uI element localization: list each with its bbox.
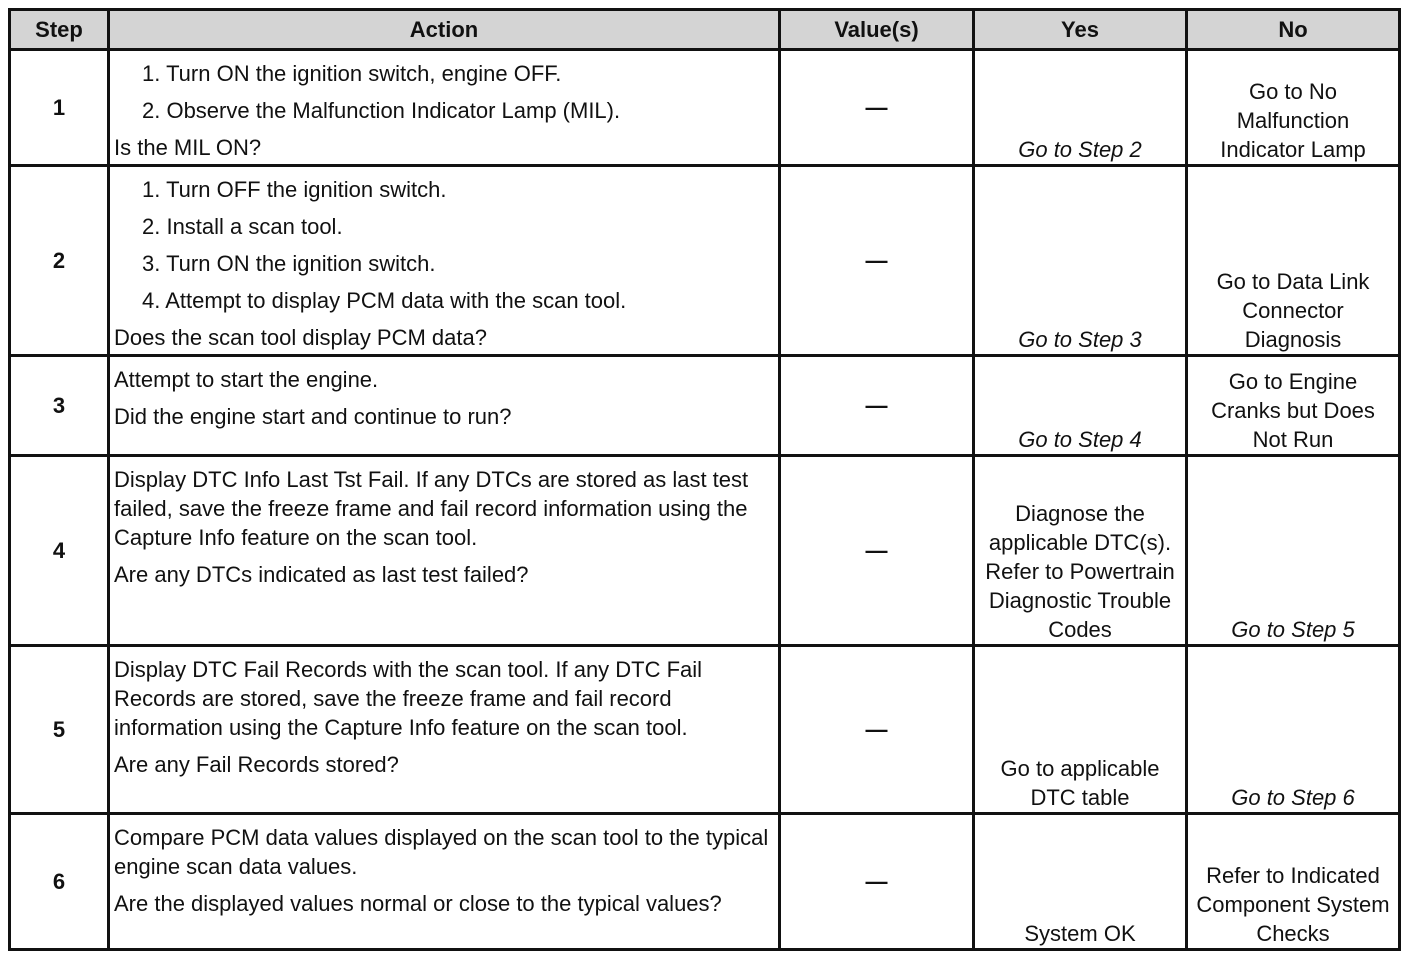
action-cell	[109, 456, 780, 646]
table-row	[10, 646, 1400, 814]
action-question: Are the displayed values normal or close to the typical values?	[114, 891, 722, 916]
header-values: Value(s)	[780, 10, 974, 50]
step-number: 2	[10, 166, 109, 356]
yes-cell: Go to Step 4	[974, 356, 1187, 456]
table-row	[10, 814, 1400, 950]
action-text: Attempt to start the engine.	[114, 367, 379, 392]
header-yes: Yes	[974, 10, 1187, 50]
no-cell: Go to Data Link Connector Diagnosis	[1187, 166, 1400, 356]
no-cell: Go to Step 5	[1187, 456, 1400, 646]
yes-cell: Go to Step 2	[974, 50, 1187, 166]
yes-cell: Go to Step 3	[974, 166, 1187, 356]
action-cell	[109, 50, 780, 166]
action-item: 2. Observe the Malfunction Indicator Lamp (MIL).	[142, 98, 621, 123]
step-number: 5	[10, 646, 109, 814]
action-question: Did the engine start and continue to run?	[114, 404, 512, 429]
action-cell	[109, 646, 780, 814]
value-cell: —	[780, 166, 974, 356]
value-cell: —	[780, 814, 974, 950]
action-text: Display DTC Info Last Tst Fail. If any DTCs are stored as last test failed, save the freeze frame and fail record information using the Capture Info feature on the scan tool.	[114, 467, 749, 550]
action-item: 1. Turn ON the ignition switch, engine OFF.	[142, 61, 562, 86]
step-number: 4	[10, 456, 109, 646]
header-step: Step	[10, 10, 109, 50]
action-cell	[109, 356, 780, 456]
header-no: No	[1187, 10, 1400, 50]
step-number: 6	[10, 814, 109, 950]
value-cell: —	[780, 50, 974, 166]
table-row	[10, 50, 1400, 166]
action-question: Does the scan tool display PCM data?	[114, 325, 487, 350]
yes-cell: Diagnose the applicable DTC(s). Refer to Powertrain Diagnostic Trouble Codes	[974, 456, 1187, 646]
step-number: 3	[10, 356, 109, 456]
yes-cell: System OK	[974, 814, 1187, 950]
action-text: Compare PCM data values displayed on the scan tool to the typical engine scan data values.	[114, 825, 769, 879]
header-action: Action	[109, 10, 780, 50]
yes-cell: Go to applicable DTC table	[974, 646, 1187, 814]
action-item: 2. Install a scan tool.	[142, 214, 343, 239]
no-cell: Refer to Indicated Component System Checks	[1187, 814, 1400, 950]
action-item: 3. Turn ON the ignition switch.	[142, 251, 436, 276]
no-cell: Go to No Malfunction Indicator Lamp	[1187, 50, 1400, 166]
action-item: 4. Attempt to display PCM data with the scan tool.	[142, 288, 627, 313]
header-row	[10, 10, 1400, 50]
action-question: Is the MIL ON?	[114, 135, 262, 160]
value-cell: —	[780, 356, 974, 456]
no-cell: Go to Step 6	[1187, 646, 1400, 814]
table-row	[10, 456, 1400, 646]
action-cell	[109, 814, 780, 950]
action-cell	[109, 166, 780, 356]
table-row	[10, 166, 1400, 356]
action-question: Are any Fail Records stored?	[114, 752, 399, 777]
value-cell: —	[780, 456, 974, 646]
table-row	[10, 356, 1400, 456]
diagnostic-table	[8, 8, 1401, 951]
action-question: Are any DTCs indicated as last test failed?	[114, 562, 529, 587]
value-cell: —	[780, 646, 974, 814]
action-text: Display DTC Fail Records with the scan tool. If any DTC Fail Records are stored, save the freeze frame and fail record information using the Capture Info feature on the scan tool.	[114, 657, 703, 740]
action-item: 1. Turn OFF the ignition switch.	[142, 177, 447, 202]
no-cell: Go to Engine Cranks but Does Not Run	[1187, 356, 1400, 456]
step-number: 1	[10, 50, 109, 166]
